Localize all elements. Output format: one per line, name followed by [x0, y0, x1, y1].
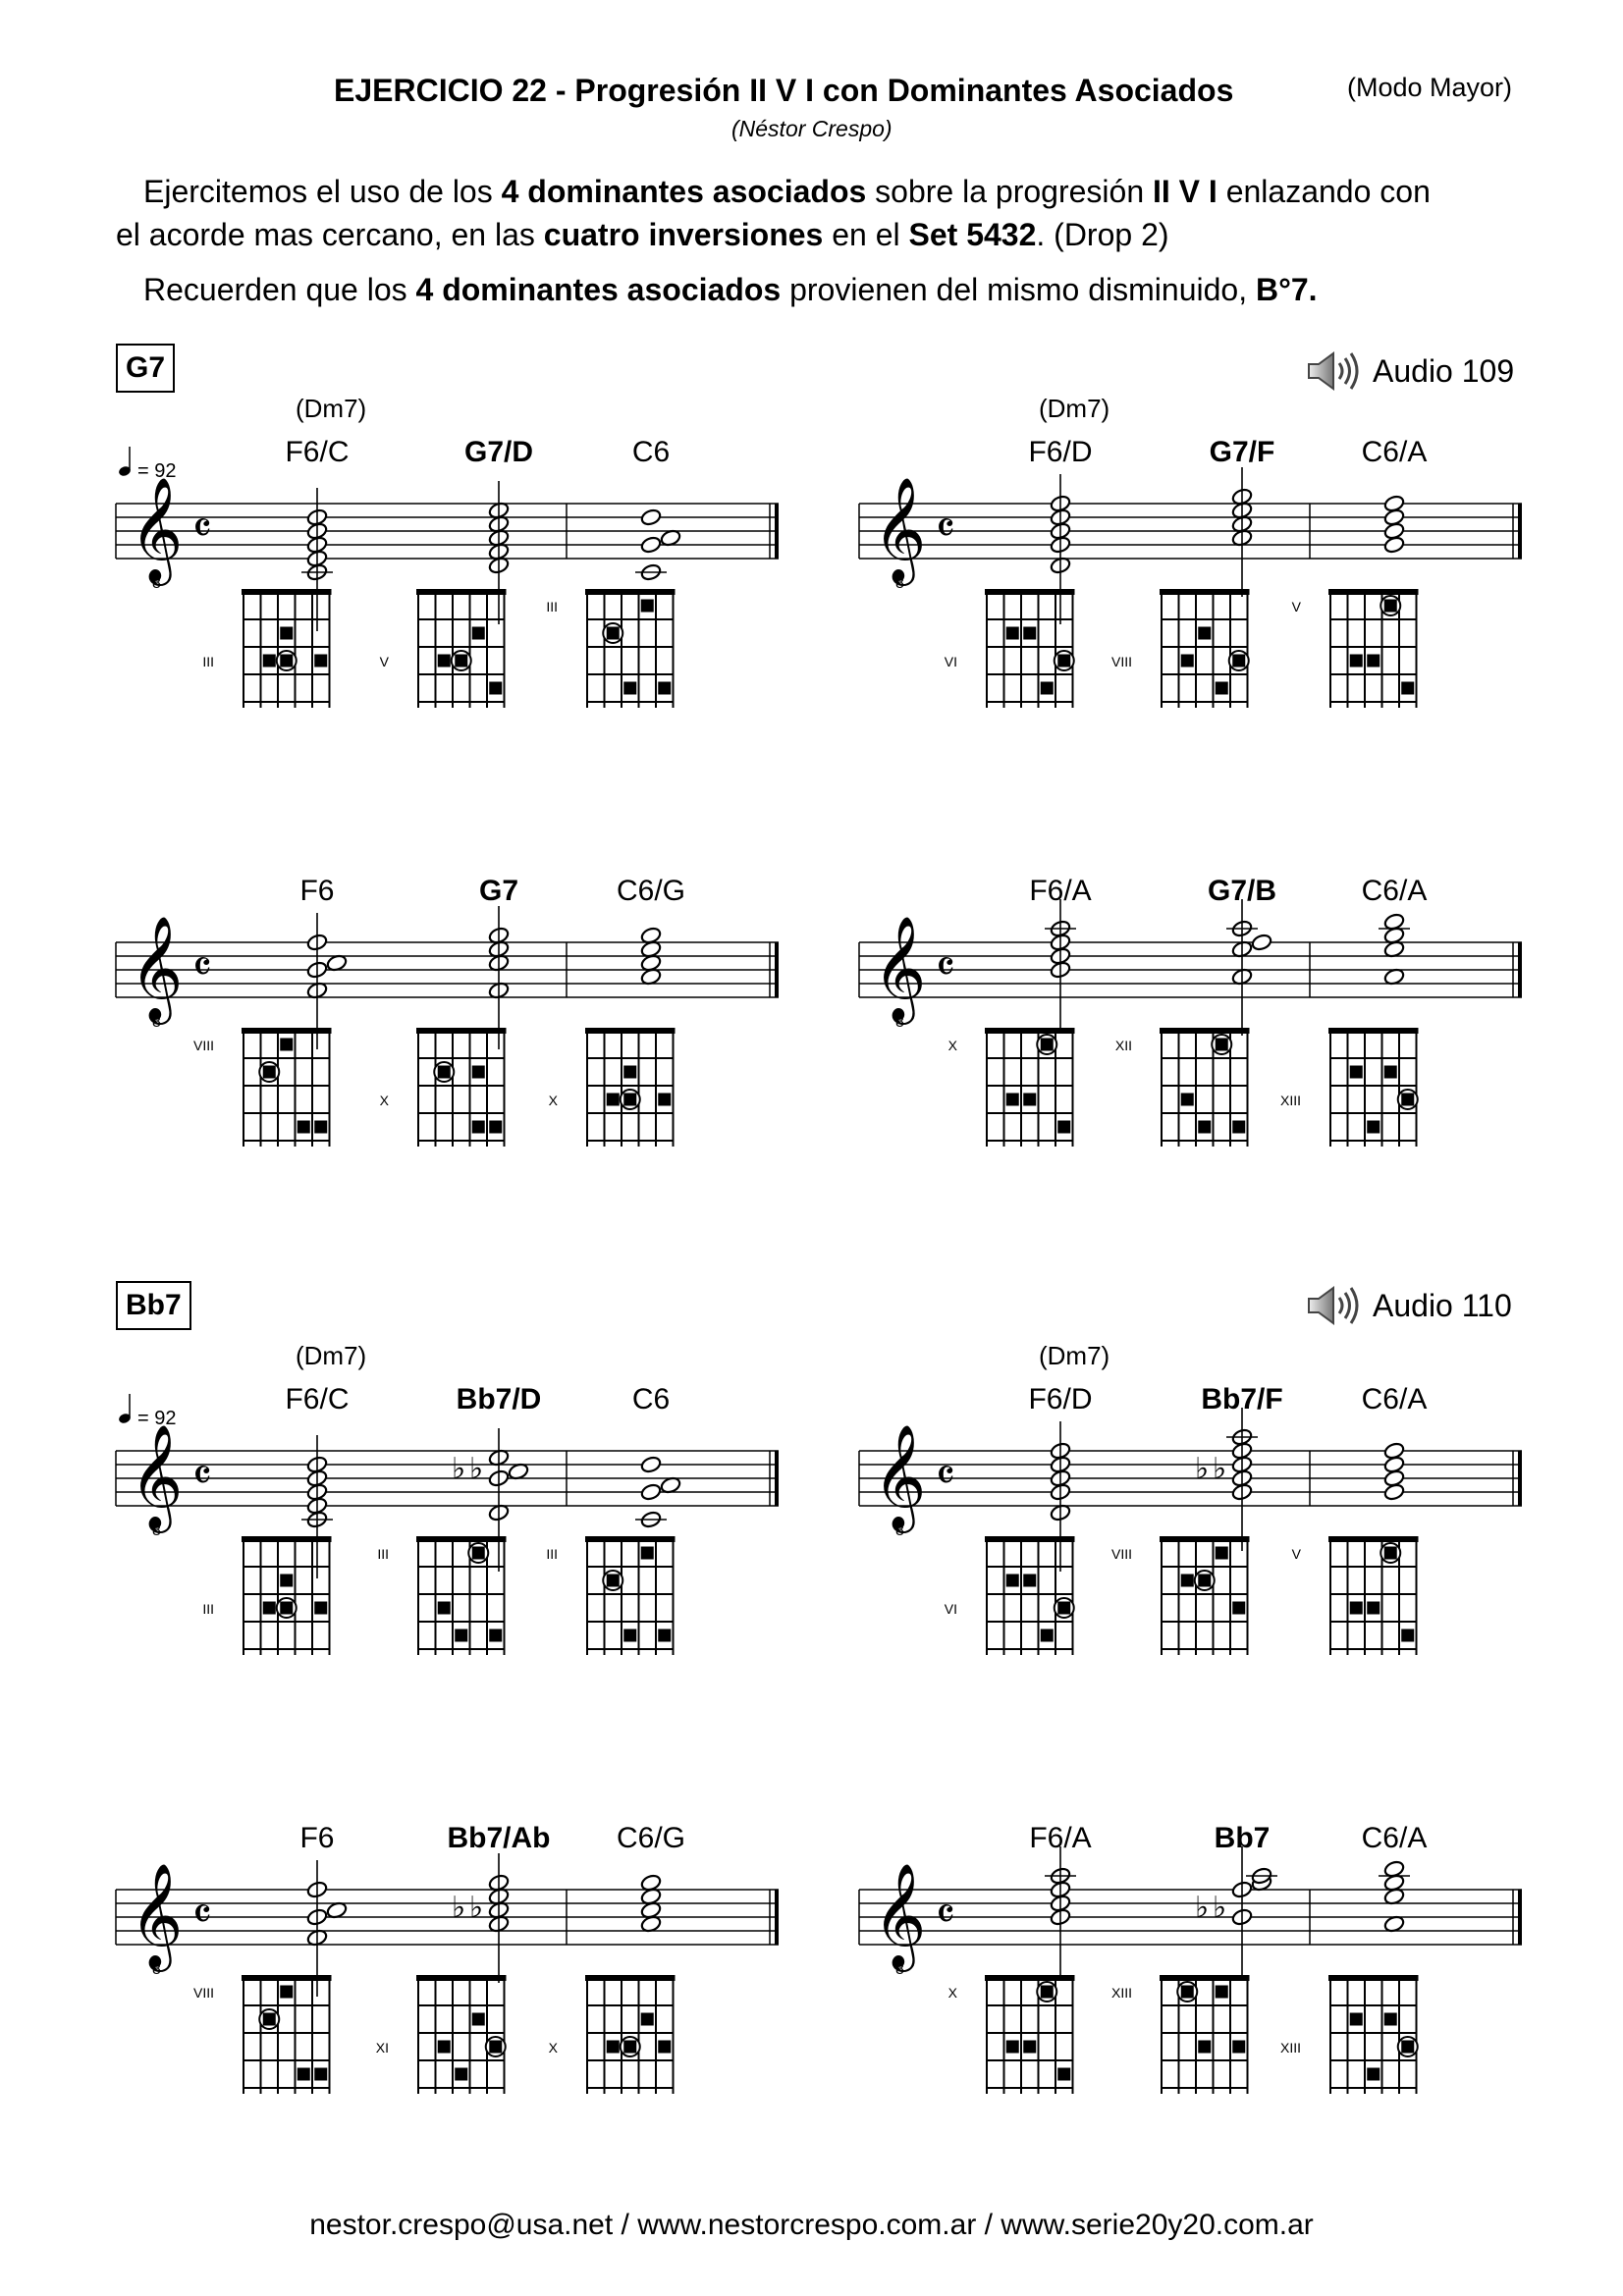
flat-accidental-icon: ♭	[1195, 1453, 1210, 1485]
section-label-g7: G7	[116, 344, 175, 393]
chord-symbol: F6/D	[1028, 436, 1093, 468]
finger-dot	[623, 682, 636, 695]
flat-accidental-icon: ♭	[469, 1892, 484, 1924]
fret-position-label: XII	[1114, 1038, 1132, 1053]
chord-symbol: Bb7	[1214, 1822, 1271, 1854]
finger-dot	[1401, 1629, 1414, 1642]
intro-bold: cuatro inversiones	[543, 217, 824, 252]
chord-diagram	[1115, 1031, 1250, 1147]
note-head	[640, 535, 662, 554]
finger-dot	[263, 1066, 276, 1079]
finger-dot	[1232, 655, 1245, 667]
finger-dot	[455, 655, 467, 667]
finger-dot	[280, 655, 293, 667]
chord-diagram	[546, 1539, 675, 1655]
chord-symbol: F6	[299, 875, 335, 907]
fret-position-label: X	[548, 2040, 558, 2056]
finger-dot	[1367, 1602, 1380, 1615]
finger-dot	[472, 1121, 485, 1134]
chord-diagram	[193, 1031, 332, 1147]
intro-text: Recuerden que los	[143, 272, 416, 307]
finger-dot	[489, 1629, 502, 1642]
fret-position-label: III	[546, 1546, 558, 1562]
finger-dot	[280, 1039, 293, 1051]
finger-dot	[607, 627, 620, 640]
chord-symbol: C6	[631, 436, 671, 468]
author-label: (Néstor Crespo)	[731, 116, 893, 141]
finger-dot	[280, 1986, 293, 1999]
finger-dot	[489, 682, 502, 695]
fret-position-label: VIII	[192, 1038, 214, 1053]
fret-position-label: X	[379, 1093, 389, 1108]
chord-symbol: F6/D	[1028, 1383, 1093, 1415]
intro-text: provienen del mismo disminuido,	[781, 272, 1256, 307]
chord-diagram	[1111, 592, 1250, 708]
finger-dot	[1023, 1094, 1036, 1106]
finger-dot	[263, 655, 276, 667]
chord-symbol: F6/C	[285, 1383, 350, 1415]
finger-dot	[1041, 1986, 1054, 1999]
finger-dot	[1384, 1547, 1397, 1560]
chord-symbol: G7/F	[1209, 436, 1275, 468]
chord-diagram	[193, 1978, 332, 2094]
clef-octave-8: 8	[152, 1014, 161, 1031]
audio-label: Audio 109	[1373, 352, 1515, 389]
chord-diagram	[376, 1978, 507, 2094]
chord-function-label: (Dm7)	[1039, 1341, 1110, 1370]
note-head	[640, 1455, 662, 1473]
clef-octave-8: 8	[152, 1961, 161, 1978]
common-time-icon: 𝄴	[936, 1452, 955, 1500]
intro-text: . (Drop 2)	[1036, 217, 1169, 252]
fret-position-label: XIII	[1279, 2040, 1301, 2056]
chord-function-label: (Dm7)	[296, 394, 367, 423]
finger-dot	[1181, 1575, 1194, 1587]
finger-dot	[1384, 2013, 1397, 2026]
treble-clef-icon: 𝄞	[873, 1865, 927, 1965]
finger-dot	[489, 1121, 502, 1134]
treble-clef-icon: 𝄞	[130, 1865, 184, 1965]
clef-octave-8: 8	[895, 1014, 904, 1031]
chord-diagram	[945, 1539, 1075, 1655]
music-system	[116, 1341, 779, 1655]
finger-dot	[658, 1629, 671, 1642]
finger-dot	[1384, 600, 1397, 613]
fret-position-label: X	[947, 1985, 957, 2001]
note-head	[1383, 494, 1405, 512]
music-system	[859, 875, 1522, 1147]
intro-bold: 4 dominantes asociados	[501, 174, 867, 209]
finger-dot	[1023, 627, 1036, 640]
finger-dot	[438, 1602, 451, 1615]
intro-text: sobre la progresión	[866, 174, 1153, 209]
finger-dot	[1350, 655, 1363, 667]
finger-dot	[1198, 1575, 1211, 1587]
finger-dot	[472, 2013, 485, 2026]
finger-dot	[1006, 627, 1019, 640]
music-system	[116, 875, 779, 1147]
fret-position-label: XIII	[1279, 1093, 1301, 1108]
tempo-text: = 92	[137, 1408, 177, 1429]
finger-dot	[280, 627, 293, 640]
chord-diagram	[380, 592, 507, 708]
finger-dot	[1367, 1121, 1380, 1134]
chord-diagram	[380, 1031, 507, 1147]
finger-dot	[1181, 1094, 1194, 1106]
chord-symbol: Bb7/F	[1201, 1383, 1283, 1415]
clef-octave-8: 8	[895, 1522, 904, 1539]
finger-dot	[1350, 2013, 1363, 2026]
fret-position-label: X	[548, 1093, 558, 1108]
chord-symbol: C6/A	[1361, 1822, 1428, 1854]
audio-label: Audio 110	[1373, 1287, 1512, 1323]
chord-symbol: F6/A	[1029, 1822, 1092, 1854]
chord-function-label: (Dm7)	[1039, 394, 1110, 423]
finger-dot	[298, 1121, 310, 1134]
finger-dot	[1367, 2068, 1380, 2081]
intro-bold: II V I	[1153, 174, 1217, 209]
tempo-text: = 92	[137, 460, 177, 482]
finger-dot	[314, 1121, 327, 1134]
treble-clef-icon: 𝄞	[130, 918, 184, 1018]
finger-dot	[472, 1066, 485, 1079]
finger-dot	[658, 2041, 671, 2054]
flat-accidental-icon: ♭	[452, 1453, 466, 1485]
chord-diagram	[549, 1978, 676, 2094]
intro-text: Ejercitemos el uso de los	[143, 174, 502, 209]
finger-dot	[1232, 1121, 1245, 1134]
fret-position-label: V	[379, 654, 389, 669]
music-system	[859, 394, 1522, 708]
finger-dot	[623, 1094, 636, 1106]
finger-dot	[607, 1094, 620, 1106]
finger-dot	[1216, 1039, 1228, 1051]
finger-dot	[1232, 2041, 1245, 2054]
flat-accidental-icon: ♭	[452, 1892, 466, 1924]
finger-dot	[438, 655, 451, 667]
fret-position-label: VIII	[1110, 1546, 1132, 1562]
flat-accidental-icon: ♭	[1195, 1892, 1210, 1924]
fret-position-label: III	[202, 654, 214, 669]
chord-symbol: C6/G	[616, 875, 686, 907]
finger-dot	[1006, 1575, 1019, 1587]
intro-text: enlazando con	[1217, 174, 1431, 209]
common-time-icon: 𝄴	[936, 943, 955, 991]
chord-diagram	[546, 592, 675, 708]
chord-symbol: Bb7/D	[456, 1383, 542, 1415]
treble-clef-icon: 𝄞	[873, 1426, 927, 1526]
finger-dot	[298, 2068, 310, 2081]
intro-bold: Set 5432	[908, 217, 1037, 252]
fret-position-label: III	[546, 599, 558, 614]
finger-dot	[489, 2041, 502, 2054]
finger-dot	[607, 1575, 620, 1587]
chord-symbol: C6	[631, 1383, 671, 1415]
chord-symbol: C6/G	[616, 1822, 686, 1854]
note-head	[640, 507, 662, 526]
treble-clef-icon: 𝄞	[873, 918, 927, 1018]
finger-dot	[472, 1547, 485, 1560]
finger-dot	[263, 1602, 276, 1615]
chord-diagram	[1111, 1978, 1250, 2094]
fret-position-label: VI	[944, 1601, 957, 1617]
music-system	[859, 1341, 1522, 1655]
finger-dot	[658, 1094, 671, 1106]
finger-dot	[1006, 2041, 1019, 2054]
common-time-icon: 𝄴	[936, 1891, 955, 1939]
finger-dot	[1057, 1121, 1070, 1134]
note-head	[1251, 933, 1272, 951]
chord-symbol: F6	[299, 1822, 335, 1854]
finger-dot	[472, 627, 485, 640]
finger-dot	[280, 1575, 293, 1587]
finger-dot	[623, 1629, 636, 1642]
chord-diagram	[945, 592, 1075, 708]
chord-diagram	[549, 1031, 676, 1147]
chord-diagram	[1280, 1031, 1419, 1147]
chord-diagram	[948, 1031, 1075, 1147]
chord-symbol: F6/A	[1029, 875, 1092, 907]
finger-dot	[1041, 682, 1054, 695]
finger-dot	[1198, 627, 1211, 640]
chord-symbol: C6/A	[1361, 875, 1428, 907]
finger-dot	[641, 2013, 654, 2026]
finger-dot	[1057, 655, 1070, 667]
fret-position-label: XIII	[1110, 1985, 1132, 2001]
finger-dot	[1401, 1094, 1414, 1106]
finger-dot	[658, 682, 671, 695]
chord-function-label: (Dm7)	[296, 1341, 367, 1370]
chord-symbol: G7/D	[463, 436, 534, 468]
chord-symbol: C6/A	[1361, 1383, 1428, 1415]
finger-dot	[455, 2068, 467, 2081]
finger-dot	[1057, 2068, 1070, 2081]
finger-dot	[1041, 1039, 1054, 1051]
treble-clef-icon: 𝄞	[130, 1426, 184, 1526]
chord-diagram	[1280, 1978, 1419, 2094]
finger-dot	[280, 1602, 293, 1615]
finger-dot	[641, 1547, 654, 1560]
finger-dot	[1198, 1121, 1211, 1134]
chord-diagram	[1111, 1539, 1250, 1655]
common-time-icon: 𝄴	[192, 943, 212, 991]
finger-dot	[1181, 655, 1194, 667]
chord-symbol: G7/B	[1207, 875, 1277, 907]
note-head	[640, 1482, 662, 1501]
finger-dot	[1384, 1066, 1397, 1079]
intro-bold: B°7.	[1255, 272, 1318, 307]
common-time-icon: 𝄴	[936, 505, 955, 553]
finger-dot	[1023, 1575, 1036, 1587]
finger-dot	[1216, 1547, 1228, 1560]
music-system	[116, 1822, 779, 2094]
footer-links: nestor.crespo@usa.net / www.nestorcrespo.com.ar / www.serie20y20.com.ar	[309, 2209, 1314, 2241]
finger-dot	[263, 2013, 276, 2026]
chord-diagram	[202, 1539, 331, 1655]
music-system	[859, 1822, 1522, 2094]
common-time-icon: 𝄴	[192, 505, 212, 553]
finger-dot	[1023, 2041, 1036, 2054]
mode-label: (Modo Mayor)	[1347, 73, 1513, 102]
finger-dot	[314, 1602, 327, 1615]
finger-dot	[1181, 1986, 1194, 1999]
intro-bold: 4 dominantes asociados	[415, 272, 782, 307]
finger-dot	[641, 600, 654, 613]
clef-octave-8: 8	[152, 575, 161, 592]
finger-dot	[607, 2041, 620, 2054]
finger-dot	[1232, 1602, 1245, 1615]
clef-octave-8: 8	[895, 1961, 904, 1978]
flat-accidental-icon: ♭	[1213, 1453, 1227, 1485]
flat-accidental-icon: ♭	[1213, 1892, 1227, 1924]
intro-text: el acorde mas cercano, en las	[116, 217, 544, 252]
finger-dot	[1401, 682, 1414, 695]
finger-dot	[1350, 1602, 1363, 1615]
flat-accidental-icon: ♭	[469, 1453, 484, 1485]
fret-position-label: VIII	[192, 1985, 214, 2001]
finger-dot	[455, 1629, 467, 1642]
fret-position-label: III	[202, 1601, 214, 1617]
chord-diagram	[1292, 1539, 1419, 1655]
chord-diagram	[377, 1539, 506, 1655]
finger-dot	[1057, 1602, 1070, 1615]
music-system	[116, 394, 779, 708]
treble-clef-icon: 𝄞	[130, 479, 184, 579]
finger-dot	[438, 2041, 451, 2054]
finger-dot	[623, 1066, 636, 1079]
finger-dot	[314, 655, 327, 667]
finger-dot	[438, 1066, 451, 1079]
finger-dot	[1367, 655, 1380, 667]
intro-text: en el	[823, 217, 909, 252]
chord-diagram	[202, 592, 331, 708]
finger-dot	[314, 2068, 327, 2081]
page-title: EJERCICIO 22 - Progresión II V I con Dominantes Asociados	[334, 73, 1234, 108]
chord-symbol: C6/A	[1361, 436, 1428, 468]
fret-position-label: III	[377, 1546, 389, 1562]
chord-diagram	[948, 1978, 1075, 2094]
fret-position-label: XI	[375, 2040, 389, 2056]
note-head	[1383, 1441, 1405, 1460]
clef-octave-8: 8	[895, 575, 904, 592]
chord-symbol: F6/C	[285, 436, 350, 468]
fret-position-label: VIII	[1110, 654, 1132, 669]
chord-symbol: Bb7/Ab	[447, 1822, 551, 1854]
chord-symbol: G7	[478, 875, 519, 907]
finger-dot	[1041, 1629, 1054, 1642]
clef-octave-8: 8	[152, 1522, 161, 1539]
common-time-icon: 𝄴	[192, 1452, 212, 1500]
finger-dot	[1216, 1986, 1228, 1999]
chord-diagram	[1292, 592, 1419, 708]
finger-dot	[1401, 2041, 1414, 2054]
finger-dot	[623, 2041, 636, 2054]
finger-dot	[1350, 1066, 1363, 1079]
finger-dot	[1198, 2041, 1211, 2054]
finger-dot	[1216, 682, 1228, 695]
treble-clef-icon: 𝄞	[873, 479, 927, 579]
fret-position-label: V	[1291, 1546, 1301, 1562]
finger-dot	[1006, 1094, 1019, 1106]
fret-position-label: VI	[944, 654, 957, 669]
common-time-icon: 𝄴	[192, 1891, 212, 1939]
section-label-bb7: Bb7	[116, 1281, 191, 1330]
fret-position-label: X	[947, 1038, 957, 1053]
fret-position-label: V	[1291, 599, 1301, 614]
